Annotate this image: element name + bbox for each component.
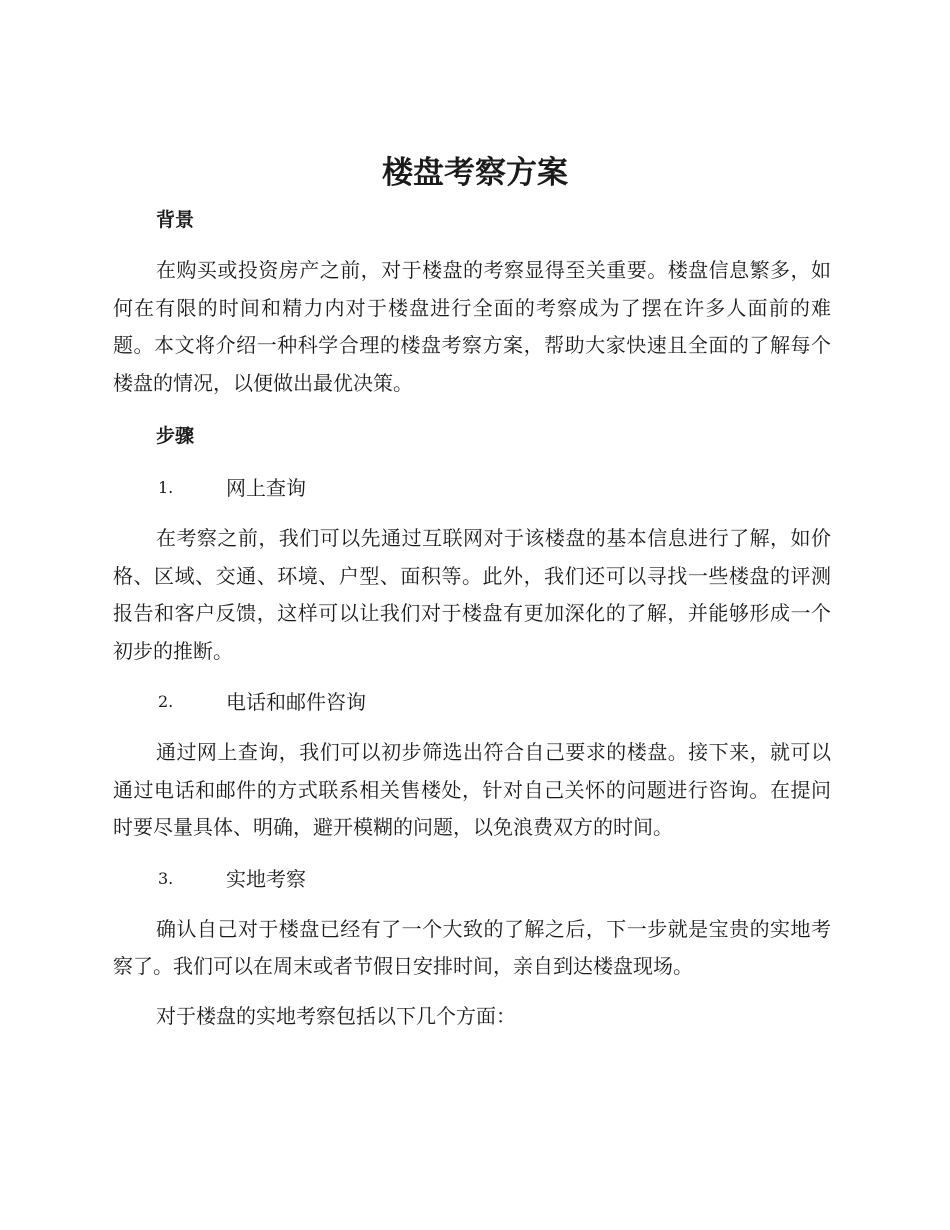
step-number: 1. (158, 478, 174, 497)
background-paragraph: 在购买或投资房产之前，对于楼盘的考察显得至关重要。楼盘信息繁多，如何在有限的时间和精力内对于楼盘进行全面的考察成为了摆在许多人面前的难题。本文将介绍一种科学合理的楼盘考察方案，帮助大家快速且全面的了解每个楼盘的情况，以便做出最优决策。 (113, 258, 831, 395)
step-number: 2. (158, 692, 174, 711)
step-paragraph: 确认自己对于楼盘已经有了一个大致的了解之后，下一步就是宝贵的实地考察了。我们可以在周末或者节假日安排时间，亲自到达楼盘现场。 (113, 916, 831, 978)
step-item-2 (113, 682, 831, 722)
document-body (113, 200, 831, 1035)
section-heading-background: 背景 (156, 209, 195, 231)
document-title: 楼盘考察方案 (382, 155, 568, 191)
step-paragraph: 对于楼盘的实地考察包括以下几个方面： (156, 1003, 516, 1028)
step-label: 实地考察 (226, 866, 306, 891)
step-paragraph: 通过网上查询，我们可以初步筛选出符合自己要求的楼盘。接下来，就可以通过电话和邮件的方式联系相关售楼处，针对自己关怀的问题进行咨询。在提问时要尽量具体、明确，避开模糊的问题，以免浪费双方的时间。 (113, 740, 831, 839)
section-heading-steps: 步骤 (156, 425, 195, 447)
step-item-3 (113, 859, 831, 899)
step-number: 3. (158, 868, 174, 888)
step-label: 电话和邮件咨询 (226, 690, 366, 714)
step-label: 网上查询 (226, 476, 306, 500)
step-paragraph: 在考察之前，我们可以先通过互联网对于该楼盘的基本信息进行了解，如价格、区域、交通、环境、户型、面积等。此外，我们还可以寻找一些楼盘的评测报告和客户反馈，这样可以让我们对于楼盘有更加深化的了解，并能够形成一个初步的推断。 (113, 526, 831, 663)
step-item-1 (113, 468, 831, 508)
